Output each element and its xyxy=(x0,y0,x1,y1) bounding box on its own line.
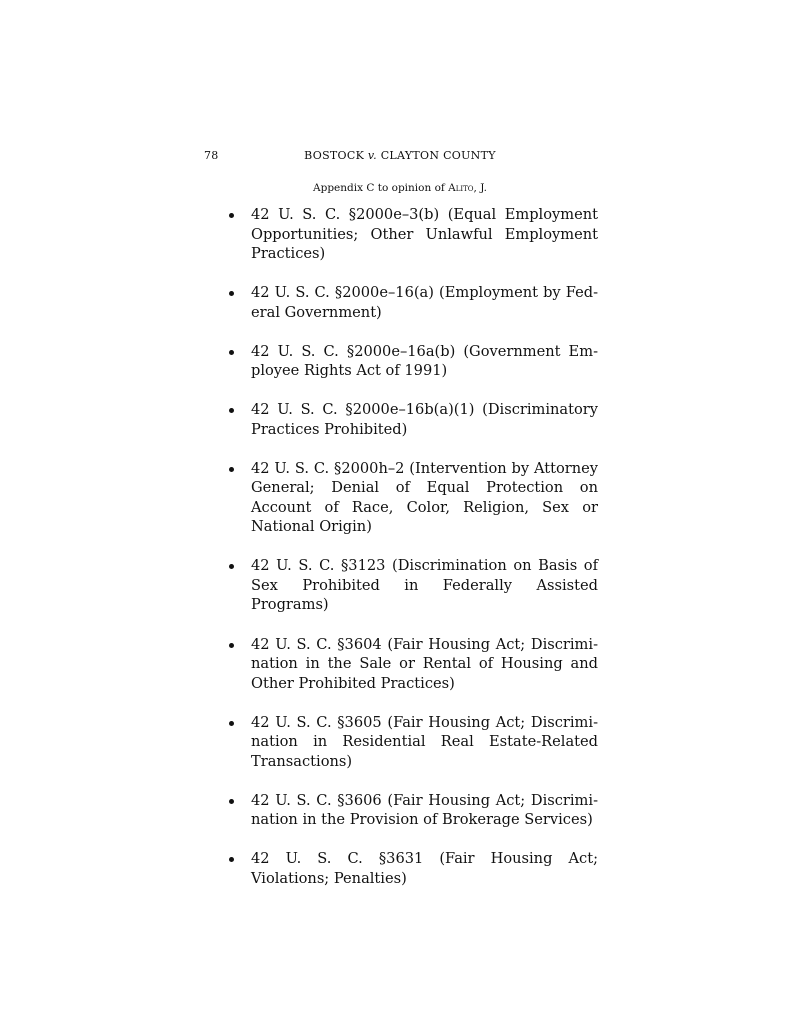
list-item xyxy=(226,791,598,830)
list-item xyxy=(226,283,598,322)
page-number: 78 xyxy=(204,149,219,162)
subtitle-justice: Alito xyxy=(448,182,474,194)
list-item xyxy=(226,713,598,772)
statute-citation: 42 U. S. C. §2000e–3(b) (Equal Employment Opportunities; Other Unlawful Employment Practices) xyxy=(251,206,598,262)
appendix-subtitle xyxy=(0,182,800,194)
list-item xyxy=(226,459,598,537)
list-item xyxy=(226,400,598,439)
list-item xyxy=(226,205,598,264)
statute-citation: 42 U. S. C. §3605 (Fair Housing Act; Discrimination in Residential Real Estate-Related Transactions) xyxy=(251,713,598,770)
subtitle-prefix: Appendix C to opinion of xyxy=(313,182,445,194)
list-item xyxy=(226,635,598,694)
statute-citation: 42 U. S. C. §2000e–16a(b) (Government Employee Rights Act of 1991) xyxy=(251,342,598,380)
case-party-left: BOSTOCK xyxy=(304,149,365,162)
case-versus: v. xyxy=(367,149,377,162)
statute-list xyxy=(226,205,598,908)
statute-citation: 42 U. S. C. §3631 (Fair Housing Act; Violations; Penalties) xyxy=(251,850,598,887)
statute-citation: 42 U. S. C. §2000h–2 (Intervention by Attorney General; Denial of Equal Protection on Account of Race, Color, Religion, Sex or National Origin) xyxy=(251,459,598,536)
list-item xyxy=(226,556,598,615)
statute-citation: 42 U. S. C. §3606 (Fair Housing Act; Discrimination in the Provision of Brokerage Services) xyxy=(251,791,598,829)
subtitle-suffix: , J. xyxy=(473,182,487,194)
list-item xyxy=(226,342,598,381)
list-item xyxy=(226,849,598,888)
statute-citation: 42 U. S. C. §3123 (Discrimination on Basis of Sex Prohibited in Federally Assisted Programs) xyxy=(251,557,598,614)
statute-citation: 42 U. S. C. §3604 (Fair Housing Act; Discrimination in the Sale or Rental of Housing and Other Prohibited Practices) xyxy=(251,635,598,692)
statute-citation: 42 U. S. C. §2000e–16b(a)(1) (Discriminatory Practices Prohibited) xyxy=(251,401,598,438)
case-party-right: CLAYTON COUNTY xyxy=(380,149,496,162)
running-head xyxy=(0,149,800,162)
statute-citation: 42 U. S. C. §2000e–16(a) (Employment by Federal Government) xyxy=(251,284,598,321)
